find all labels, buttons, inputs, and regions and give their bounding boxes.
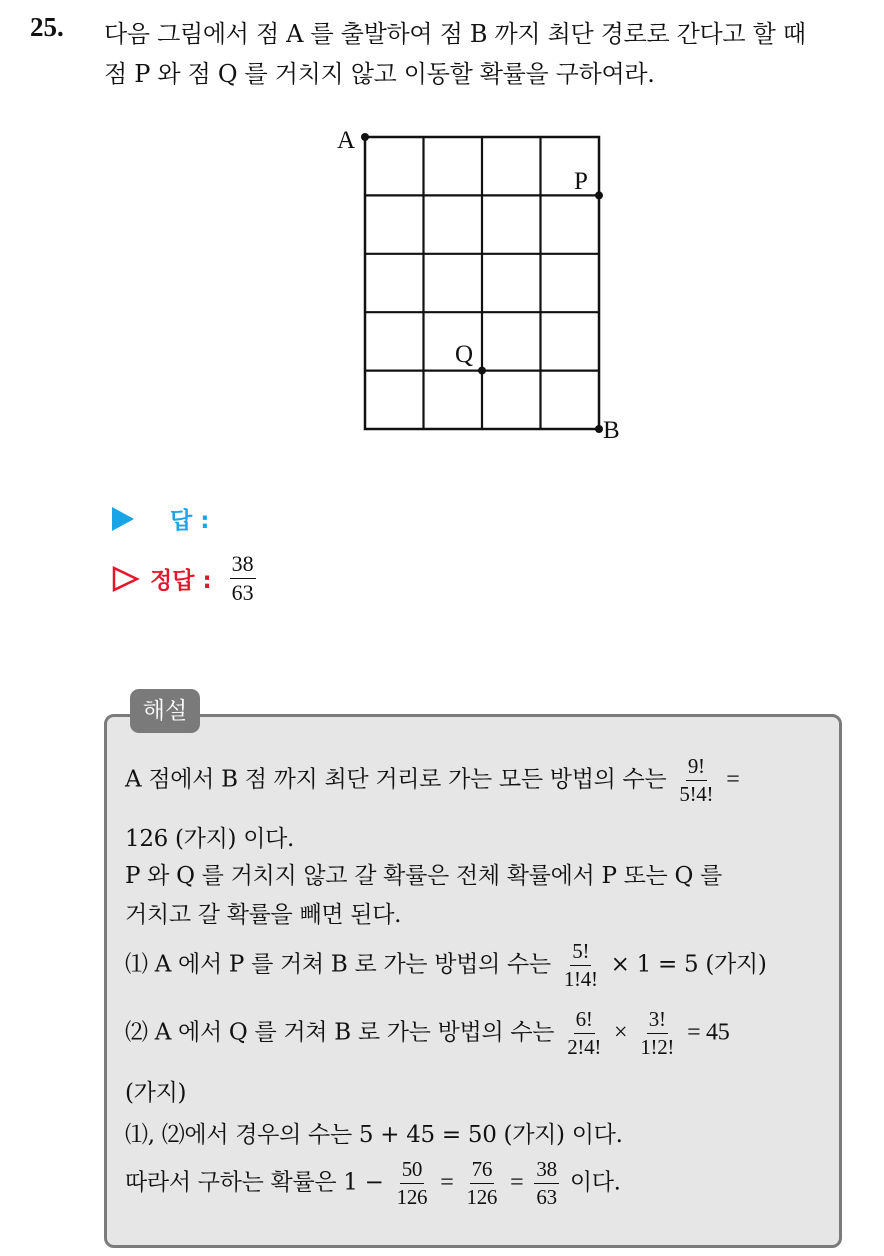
outline-triangle-icon bbox=[112, 566, 140, 592]
solution-line-6 bbox=[125, 1008, 729, 1059]
denominator: 1!4! bbox=[563, 967, 598, 992]
solution-line-4: 거치고 갈 확률을 빼면 된다. bbox=[125, 902, 402, 928]
fraction-50-over-126 bbox=[395, 1158, 430, 1209]
label-p: P bbox=[574, 168, 588, 195]
correct-answer-row bbox=[112, 552, 260, 605]
answer-row bbox=[112, 502, 209, 535]
correct-answer-denominator: 63 bbox=[231, 580, 254, 606]
equals: = bbox=[510, 1169, 524, 1196]
question-line-1: 다음 그림에서 점 A 를 출발하여 점 B 까지 최단 경로로 간다고 할 때 bbox=[104, 20, 806, 48]
solution-line-3: P 와 Q 를 거치지 않고 갈 확률은 전체 확률에서 P 또는 Q 를 bbox=[125, 863, 722, 889]
fraction-38-over-63 bbox=[534, 1158, 558, 1209]
denominator: 2!4! bbox=[567, 1035, 602, 1060]
solution-line-9 bbox=[125, 1158, 621, 1209]
solution-line-5-text: ⑴ A 에서 P 를 거쳐 B 로 가는 방법의 수는 bbox=[125, 951, 551, 978]
numerator: 3! bbox=[647, 1008, 668, 1034]
solution-line-5-result: × 1 = 5 (가지) bbox=[610, 951, 767, 978]
answer-label: 답 : bbox=[170, 508, 210, 534]
grid-lines bbox=[365, 137, 599, 429]
point-b-dot bbox=[595, 425, 603, 433]
solution-line-5 bbox=[125, 940, 767, 991]
correct-answer-label: 정답 : bbox=[150, 568, 212, 595]
correct-answer-numerator: 38 bbox=[230, 552, 256, 579]
solution-line-6-text: ⑵ A 에서 Q 를 거쳐 B 로 가는 방법의 수는 bbox=[125, 1019, 555, 1046]
denominator: 126 bbox=[396, 1185, 428, 1210]
grid-figure bbox=[320, 115, 640, 455]
solution-line-9-text: 따라서 구하는 확률은 1 − bbox=[125, 1169, 384, 1196]
numerator: 5! bbox=[570, 940, 591, 966]
correct-answer-fraction bbox=[230, 552, 256, 605]
denominator: 5!4! bbox=[679, 782, 714, 807]
question-number: 25. bbox=[30, 12, 64, 42]
question-line-2: 점 P 와 점 Q 를 거치지 않고 이동할 확률을 구하여라. bbox=[104, 60, 655, 88]
label-a: A bbox=[337, 127, 356, 154]
question-text bbox=[104, 14, 864, 94]
numerator: 50 bbox=[400, 1158, 424, 1184]
solution-line-2: 126 (가지) 이다. bbox=[125, 826, 295, 852]
equals: = bbox=[440, 1169, 454, 1196]
solution-line-6-result: = 45 bbox=[687, 1019, 730, 1046]
denominator: 1!2! bbox=[640, 1035, 675, 1060]
denominator: 126 bbox=[466, 1185, 498, 1210]
label-q: Q bbox=[455, 341, 474, 368]
fraction-3-over-1-2 bbox=[638, 1008, 676, 1059]
numerator: 6! bbox=[574, 1008, 595, 1034]
solution-line-7: (가지) bbox=[125, 1080, 187, 1106]
play-icon bbox=[112, 507, 134, 531]
point-p-dot bbox=[595, 191, 603, 199]
solution-line-1 bbox=[125, 755, 739, 806]
label-b: B bbox=[603, 417, 620, 444]
solution-line-9-end: 이다. bbox=[569, 1169, 621, 1196]
fraction-76-over-126 bbox=[465, 1158, 500, 1209]
numerator: 9! bbox=[686, 755, 707, 781]
fraction-9-over-5-4 bbox=[677, 755, 715, 806]
solution-line-1-text: A 점에서 B 점 까지 최단 거리로 가는 모든 방법의 수는 bbox=[125, 766, 667, 793]
point-a-dot bbox=[361, 133, 369, 141]
numerator: 76 bbox=[470, 1158, 494, 1184]
denominator: 63 bbox=[536, 1185, 557, 1210]
solution-line-8: ⑴, ⑵에서 경우의 수는 5 + 45 = 50 (가지) 이다. bbox=[125, 1122, 623, 1148]
point-q-dot bbox=[478, 367, 486, 375]
numerator: 38 bbox=[534, 1158, 558, 1184]
equals: = bbox=[726, 766, 740, 793]
fraction-5-over-1-4 bbox=[562, 940, 600, 991]
times-sign: × bbox=[614, 1019, 628, 1046]
fraction-6-over-2-4 bbox=[565, 1008, 603, 1059]
solution-tag: 해설 bbox=[130, 689, 200, 733]
